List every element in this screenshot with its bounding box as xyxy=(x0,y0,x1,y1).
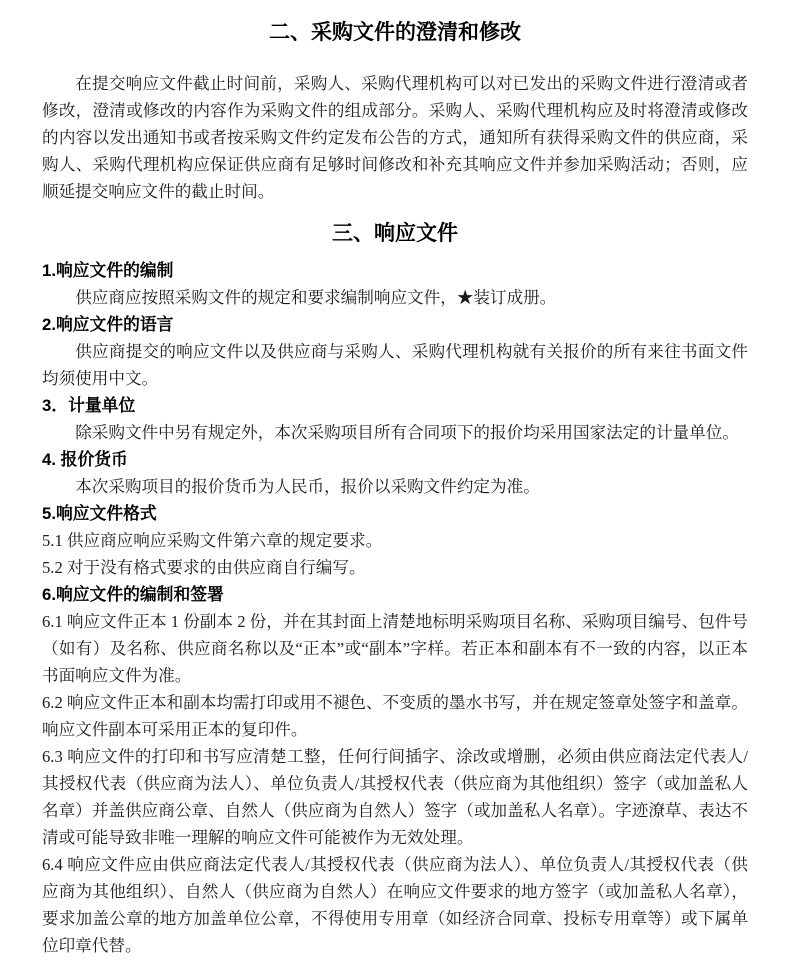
clause-5-1-paragraph: 5.1 供应商应响应采购文件第六章的规定要求。 xyxy=(42,531,383,550)
clause-2-paragraph: 供应商提交的响应文件以及供应商与采购人、采购代理机构就有关报价的所有来往书面文件均须使用中文。 xyxy=(42,342,748,388)
clause-6-1-paragraph: 6.1 响应文件正本 1 份副本 2 份，并在其封面上清楚地标明采购项目名称、采购项目编号、包件号（如有）及名称、供应商名称以及“正本”或“副本”字样。若正本和副本有不一致的内容，以正本书面响应文件为准。 xyxy=(42,612,748,685)
section-3-title: 三、响应文件 xyxy=(332,222,458,245)
clause-1-heading: 1.响应文件的编制 xyxy=(42,261,174,280)
clause-4-heading: 4. 报价货币 xyxy=(42,450,128,469)
clause-5-2-paragraph: 5.2 对于没有格式要求的由供应商自行编写。 xyxy=(42,558,366,577)
section-2-title: 二、采购文件的澄清和修改 xyxy=(269,21,521,44)
clause-3-heading: 3．计量单位 xyxy=(42,396,136,415)
clause-6-4-paragraph: 6.4 响应文件应由供应商法定代表人/其授权代表（供应商为法人）、单位负责人/其授权代表（供应商为其他组织）、自然人（供应商为自然人）在响应文件要求的地方签字（或加盖私人名章），要求加盖公章的地方加盖单位公章，不得使用专用章（如经济合同章、投标专用章等）或下属单位印章代替。 xyxy=(42,855,748,955)
clause-1-paragraph: 供应商应按照采购文件的规定和要求编制响应文件，★装订成册。 xyxy=(75,288,557,307)
clause-5-heading: 5.响应文件格式 xyxy=(42,504,157,523)
clause-6-2-paragraph: 6.2 响应文件正本和副本均需打印或用不褪色、不变质的墨水书写，并在规定签章处签字和盖章。响应文件副本可采用正本的复印件。 xyxy=(42,693,748,739)
clause-2-heading: 2.响应文件的语言 xyxy=(42,315,174,334)
clause-4-paragraph: 本次采购项目的报价货币为人民币，报价以采购文件约定为准。 xyxy=(75,477,540,496)
clause-6-heading: 6.响应文件的编制和签署 xyxy=(42,585,224,604)
clause-6-3-paragraph: 6.3 响应文件的打印和书写应清楚工整，任何行间插字、涂改或增删，必须由供应商法定代表人/其授权代表（供应商为法人）、单位负责人/其授权代表（供应商为其他组织）签字（或加盖私人名章）并盖供应商公章、自然人（供应商为自然人）签字（或加盖私人名章）。字迹潦草、表达不清或可能导致非唯一理解的响应文件可能被作为无效处理。 xyxy=(42,747,748,847)
clause-3-paragraph: 除采购文件中另有规定外，本次采购项目所有合同项下的报价均采用国家法定的计量单位。 xyxy=(75,423,739,442)
section-2-paragraph: 在提交响应文件截止时间前，采购人、采购代理机构可以对已发出的采购文件进行澄清或者修改，澄清或修改的内容作为采购文件的组成部分。采购人、采购代理机构应及时将澄清或修改的内容以发出通知书或者按采购文件约定发布公告的方式，通知所有获得采购文件的供应商，采购人、采购代理机构应保证供应商有足够时间修改和补充其响应文件并参加采购活动；否则，应顺延提交响应文件的截止时间。 xyxy=(42,74,748,201)
